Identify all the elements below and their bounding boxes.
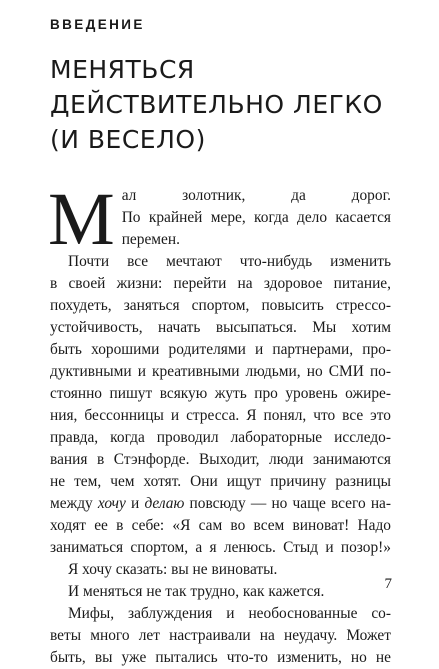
drop-cap: М: [48, 178, 115, 261]
text-line: Я хочу сказать: вы не виноваты.: [68, 561, 278, 578]
text-line: заниматься спортом, а я ленюсь. Стыд и позор!»: [50, 539, 391, 556]
text-line: [50, 493, 391, 515]
italic-word: делаю: [144, 495, 185, 512]
chapter-title: [50, 52, 410, 157]
title-line: (И ВЕСЕЛО): [50, 125, 206, 154]
text-line: устойчивость, начать высыпаться. Мы хотим: [50, 319, 391, 336]
page-number: 7: [384, 576, 392, 592]
text-line: Мифы, заблуждения и необоснованные со-: [68, 605, 391, 622]
title-line: МЕНЯТЬСЯ: [50, 55, 195, 84]
text-line: вания в Стэнфорде. Выходит, люди занимаются: [50, 451, 391, 468]
text-line: похудеть, заняться спортом, повысить стрессо-: [50, 297, 391, 314]
text-line: правда, когда проводил лабораторные исследо-: [50, 429, 391, 446]
text-line: стоянно пишут всякую жуть про уровень ожире-: [50, 385, 391, 402]
text-line: перемен.: [121, 231, 180, 248]
text-run: между: [50, 495, 98, 512]
text-line: Почти все мечтают что-нибудь изменить: [68, 253, 391, 270]
text-line: быть, вы уже пытались что-то изменить, но не: [50, 649, 391, 666]
body-text: [48, 178, 392, 669]
text-line: веты много лет настраивали на неудачу. Может: [50, 627, 391, 644]
text-line: По крайней мере, когда дело касается: [121, 209, 391, 226]
section-label: ВВЕДЕНИЕ: [50, 17, 145, 32]
text-line: дуктивными и креативными людьми, но СМИ по-: [50, 363, 391, 380]
title-line: ДЕЙСТВИТЕЛЬНО ЛЕГКО: [50, 90, 383, 119]
text-run: и: [125, 495, 145, 512]
text-line: в своей жизни: перейти на здоровое питание,: [50, 275, 391, 292]
text-line: И меняться не так трудно, как кажется.: [68, 583, 325, 600]
text-line: быть хорошими родителями и партнерами, про-: [50, 341, 391, 358]
text-line: ходят ее в себе: «Я сам во всем виноват! Надо: [50, 517, 391, 534]
text-run: повсюду — но чаще всего на-: [184, 495, 392, 512]
text-line: не тем, чем хотят. Они ищут причину разницы: [50, 473, 391, 490]
italic-word: хочу: [97, 495, 126, 512]
text-line: ал золотник, да дорог.: [121, 187, 391, 204]
text-line: ния, бессонницы и стресса. Я понял, что все это: [50, 407, 391, 424]
